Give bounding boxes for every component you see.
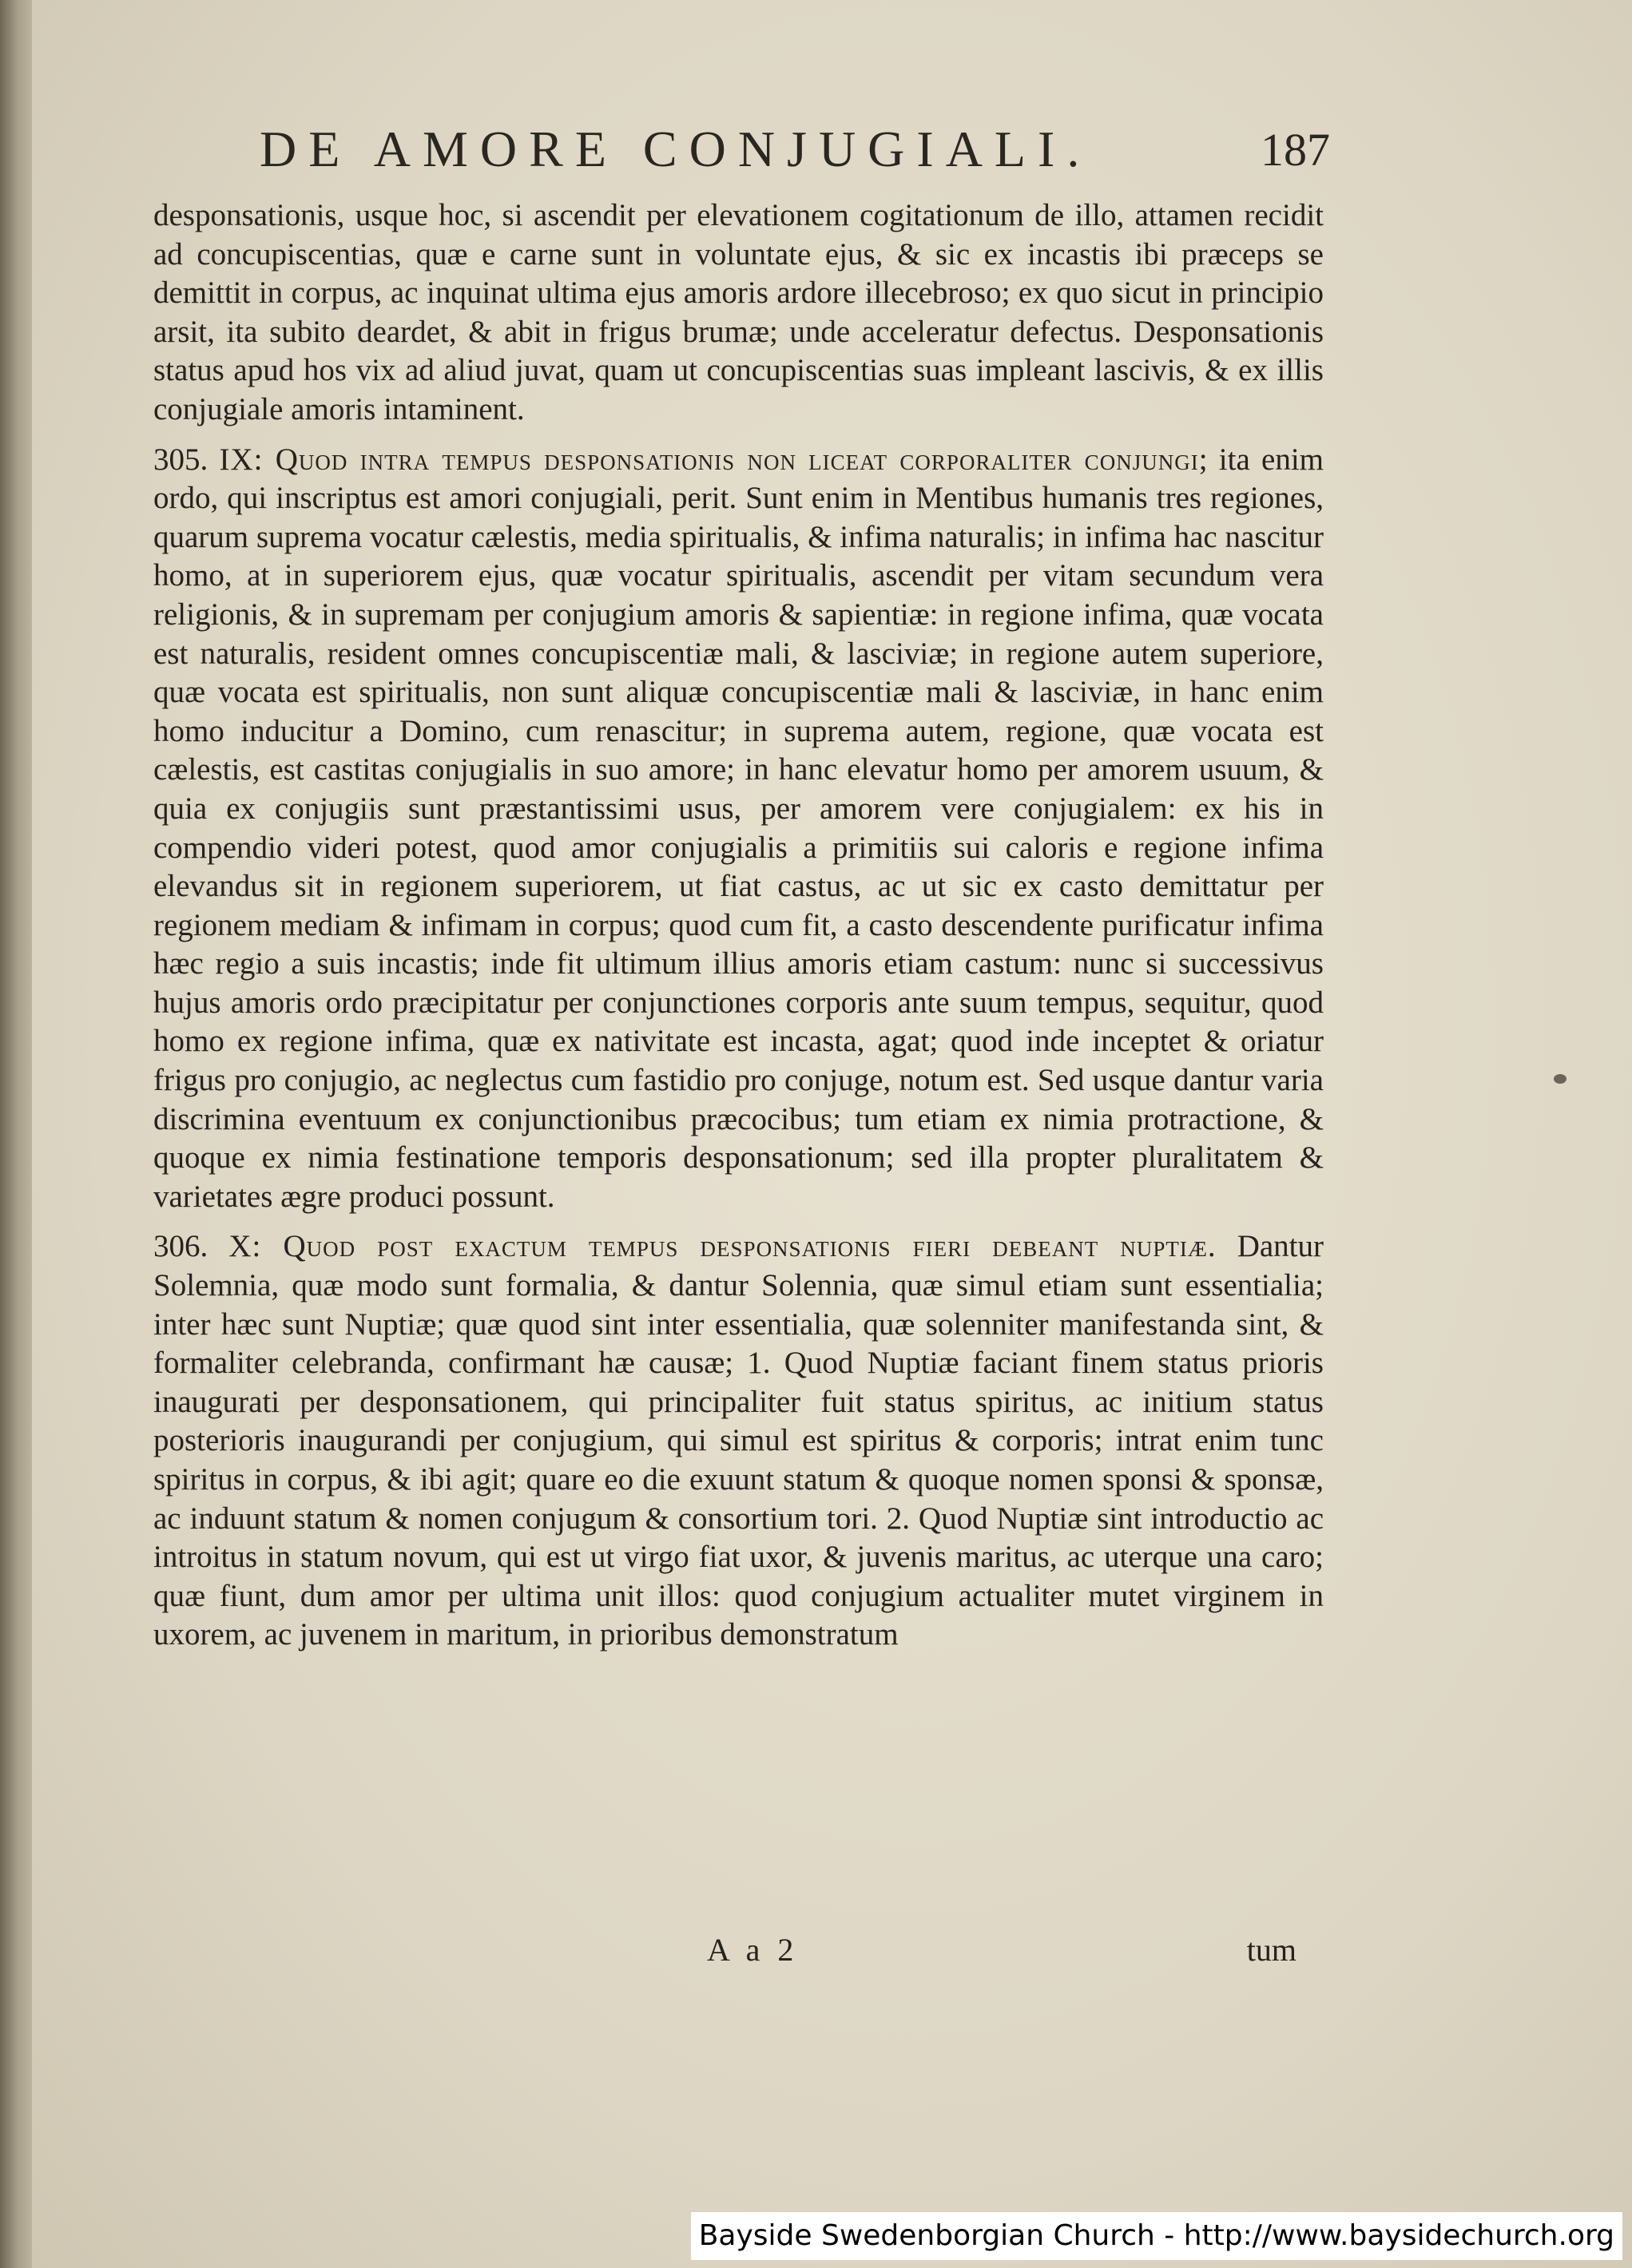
paragraph-306 — [153, 1227, 1324, 1655]
running-head — [260, 120, 1330, 184]
signature-mark: A a 2 — [707, 1932, 799, 1968]
page-number: 187 — [1261, 124, 1330, 176]
paragraph-continuation — [153, 196, 1324, 430]
running-title: DE AMORE CONJUGIALI. — [260, 121, 1092, 177]
section-heading: X: Quod post exactum tempus desponsationis fieri debeant nuptiæ. — [228, 1229, 1217, 1264]
paper-speck — [1554, 1074, 1566, 1084]
paragraph-text: ; ita enim ordo, qui inscriptus est amori conjugiali, perit. Sunt enim in Mentibus humanis tres regiones, quarum suprema vocatur cælestis, media spiritualis, & infima naturalis; in infima hac nascitur homo, at in superiorem ejus, quæ vocatur spiritualis, ascendit per vitam secundum vera religionis, & in supremam per conjugium amoris & sapientiæ: in regione infima, quæ vocata est naturalis, resident omnes concupiscentiæ mali, & lasciviæ; in regione autem superiore, quæ vocata est spiritualis, non sunt aliquæ concupiscentiæ mali & lasciviæ, in hanc enim homo inducitur a Domino, cum renascitur; in suprema autem, regione, quæ vocata est cælestis, est castitas conjugialis in suo amore; in hanc elevatur homo per amorem usuum, & quia ex conjugiis sunt præstantissimi usus, per amorem vere conjugialem: ex his in compendio videri potest, quod amor conjugialis a primitiis sui caloris e regione infima elevandus sit in regionem superiorem, ut fiat castus, ac ut sic ex casto demittatur per regionem mediam & infimam in corpus; quod cum fit, a casto descendente purificatur infima hæc regio a suis incastis; inde fit ultimum illius amoris etiam castum: nunc si successivus hujus amoris ordo præcipitatur per conjunctiones corporis ante suum tempus, sequitur, quod homo ex regione infima, quæ ex nativitate est incasta, agat; quod inde inceptet & oriatur frigus pro conjugio, ac neglectus cum fastidio pro conjuge, notum est. Sed usque dantur varia discrimina eventuum ex conjunctionibus præcocibus; tum etiam ex nimia protractione, & quoque ex nimia festinatione temporis desponsationum; sed illa propter pluralitatem & varietates ægre produci possunt. — [153, 442, 1324, 1214]
section-number: 306. — [153, 1229, 208, 1264]
catchword: tum — [1246, 1932, 1296, 1968]
book-page — [32, 0, 1632, 2268]
source-watermark: Bayside Swedenborgian Church - http://www.baysidechurch.org — [691, 2212, 1622, 2260]
body-text — [153, 196, 1324, 1655]
section-heading: IX: Quod intra tempus desponsationis non liceat corporaliter conjungi — [219, 442, 1199, 477]
paragraph-text: Dantur Solemnia, quæ modo sunt formalia, & dantur Solennia, quæ simul etiam sunt essentialia; inter hæc sunt Nuptiæ; quæ quod sint inter essentialia, quæ solenniter manifestanda sint, & formaliter celebranda, confirmant hæ causæ; 1. Quod Nuptiæ faciant finem status prioris inaugurati per desponsationem, qui principaliter fuit status spiritus, ac initium status posterioris inaugurandi per conjugium, qui simul est spiritus & corporis; intrat enim tunc spiritus in corpus, & ibi agit; quare eo die exuunt statum & quoque nomen sponsi & sponsæ, ac induunt statum & nomen conjugum & consortium tori. 2. Quod Nuptiæ sint introductio ac introitus in statum novum, qui est ut virgo fiat uxor, & juvenis maritus, ac uterque una caro; quæ fiunt, dum amor per ultima unit illos: quod conjugium actualiter mutet virginem in uxorem, ac juvenem in maritum, in prioribus demonstratum — [153, 1229, 1324, 1652]
paragraph-text: desponsationis, usque hoc, si ascendit per elevationem cogitationum de illo, attamen recidit ad concupiscentias, quæ e carne sunt in voluntate ejus, & sic ex incastis ibi præceps se demittit in corpus, ac inquinat ultima ejus amoris ardore illecebroso; ex quo sicut in principio arsit, ita subito deardet, & abit in frigus brumæ; unde acceleratur defectus. Desponsationis status apud hos vix ad aliud juvat, quam ut concupiscentias suas impleant lascivis, & ex illis conjugiale amoris intaminent. — [153, 198, 1324, 426]
section-number: 305. — [153, 442, 208, 477]
paragraph-305 — [153, 441, 1324, 1217]
